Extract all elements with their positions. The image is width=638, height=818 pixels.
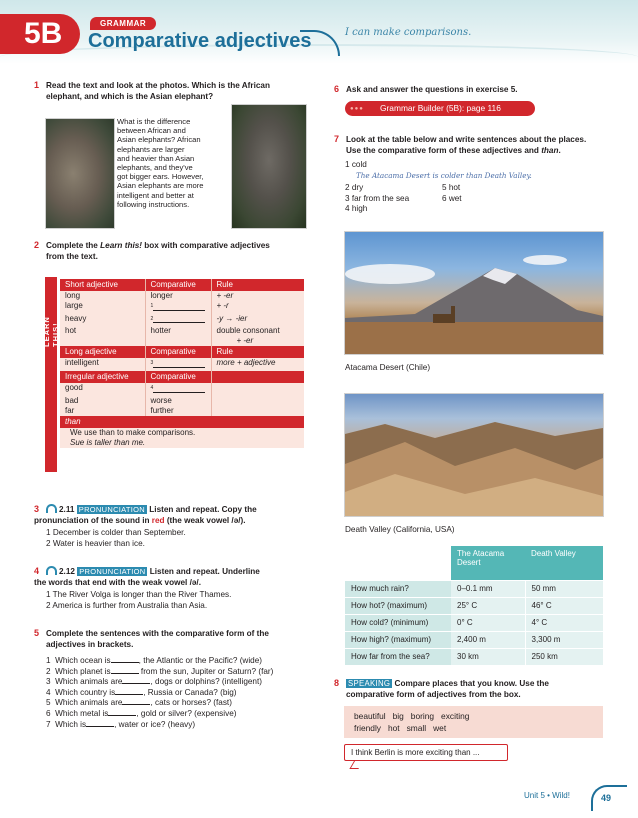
list-item: 6 Which metal is , gold or silver? (expensive)	[46, 708, 237, 718]
table-header-row: than	[60, 416, 304, 428]
grammar-tag: GRAMMAR	[90, 17, 156, 30]
answer-blank[interactable]	[153, 385, 205, 393]
answer-blank[interactable]	[153, 360, 205, 368]
headphones-icon[interactable]	[46, 504, 57, 513]
dunes-illustration	[345, 394, 603, 516]
table-row: How far from the sea? 30 km 250 km	[345, 648, 603, 665]
exercise-6-instructions: 6 Ask and answer the questions in exercise 5.	[334, 84, 518, 94]
pronunciation-tag: PRONUNCIATION	[79, 567, 146, 576]
table-row: How cold? (minimum) 0° C 4° C	[345, 614, 603, 631]
exercise-3-items	[46, 528, 186, 549]
table-row: How hot? (maximum) 25° C 46° C	[345, 597, 603, 614]
exercise-7-instructions: 7 Look at the table below and write sentences about the places. Use the comparative form of these adjectives and than.	[334, 134, 587, 155]
elephant-passage: What is the difference between African and Asian elephants? African elephants are larger and heavier than Asian elephants, and they've got bigger ears. However, Asian elephants are more intelligent and better at following instructions.	[117, 117, 204, 209]
list-item: 5 Which animals are , cats or horses? (fast)	[46, 698, 232, 708]
list-item: 1 Which ocean is , the Atlantic or the Pacific? (wide)	[46, 656, 262, 665]
volcano-illustration	[345, 232, 603, 354]
places-comparison-table	[345, 546, 603, 666]
answer-blank[interactable]	[115, 688, 143, 695]
list-item: 2 Which planet is from the sun, Jupiter or Saturn? (far)	[46, 666, 274, 676]
answer-blank[interactable]	[122, 677, 150, 684]
list-item: 1 The River Volga is longer than the River Thames.	[46, 590, 232, 599]
speaking-tag: SPEAKING	[348, 679, 391, 688]
exercise-number: 3	[34, 504, 40, 514]
grammar-builder-dots: ●●●	[350, 106, 364, 112]
death-valley-photo	[344, 393, 604, 517]
table-header-row: Short adjective Comparative Rule	[60, 279, 304, 291]
atacama-desert-photo	[344, 231, 604, 355]
instruction-text: Read the text and look at the photos. Which is the African	[46, 81, 270, 90]
audio-track: 2.12	[59, 567, 75, 576]
speech-bubble-tail	[349, 760, 363, 769]
exercise-7-items-left	[345, 183, 409, 215]
list-item: 4 Which country is , Russia or Canada? (big)	[46, 687, 237, 697]
exercise-number: 6	[334, 84, 340, 94]
grammar-builder-link[interactable]: Grammar Builder (5B): page 116	[345, 101, 535, 116]
answer-blank[interactable]	[153, 303, 205, 311]
exercise-5-items	[46, 656, 316, 730]
learn-this-sidebar	[45, 277, 57, 472]
exercise-3-instructions: 3 2.11 PRONUNCIATION Listen and repeat. Copy the pronunciation of the sound in red (the weak vowel /ə/).	[34, 504, 257, 525]
exercise-5-instructions: 5 Complete the sentences with the comparative form of the adjectives in brackets.	[34, 628, 269, 649]
lesson-title: Comparative adjectives	[88, 30, 312, 52]
table-row: How much rain? 0–0.1 mm 50 mm	[345, 580, 603, 597]
exercise-7-item-1: 1 cold	[345, 160, 367, 169]
unit-badge: 5B	[0, 14, 80, 54]
table-row: How high? (maximum) 2,400 m 3,300 m	[345, 631, 603, 648]
list-item: 2 Water is heavier than ice.	[46, 538, 145, 548]
exercise-4-instructions: 4 2.12 PRONUNCIATION Listen and repeat. Underline the words that end with the weak vowel /ə/.	[34, 566, 260, 587]
exercise-number: 1	[34, 80, 40, 90]
pronunciation-tag: PRONUNCIATION	[78, 505, 146, 514]
list-item: 1 December is colder than September.	[46, 528, 186, 537]
audio-track: 2.11	[59, 505, 75, 514]
table-row: We use than to make comparisons.	[60, 428, 304, 438]
exercise-number: 2	[34, 240, 40, 250]
handwritten-example: The Atacama Desert is colder than Death Valley.	[356, 171, 532, 180]
answer-blank[interactable]	[86, 720, 114, 727]
atacama-caption: Atacama Desert (Chile)	[345, 363, 431, 372]
list-item: 2 America is further from Australia than Asia.	[46, 600, 208, 610]
list-item: 4 high	[345, 204, 368, 214]
headphones-icon[interactable]	[46, 566, 57, 575]
answer-blank[interactable]	[153, 315, 205, 323]
list-item: 6 wet	[442, 193, 462, 203]
table-row: heavy $^2$ -y → -ier	[60, 314, 304, 327]
table-header-row: The Atacama Desert Death Valley	[345, 546, 603, 580]
table-header-row: Irregular adjective Comparative	[60, 371, 304, 383]
speech-bubble: I think Berlin is more exciting than ...	[344, 744, 508, 761]
answer-blank[interactable]	[108, 709, 136, 716]
exercise-number: 5	[34, 628, 40, 638]
adjectives-box: beautiful big boring exciting friendly hot small wet	[344, 706, 603, 738]
table-row: long longer + -er	[60, 291, 304, 301]
exercise-1-instructions	[34, 80, 304, 102]
african-elephant-photo	[45, 118, 115, 229]
table-row: intelligent $^3$ more + adjective	[60, 358, 304, 371]
exercise-7-items-right	[442, 183, 462, 204]
answer-blank[interactable]	[111, 656, 139, 663]
exercise-number: 7	[334, 134, 340, 144]
list-item: 2 dry	[345, 183, 364, 192]
list-item: 3 far from the sea	[345, 193, 410, 203]
exercise-4-items	[46, 590, 231, 611]
table-row: good $^4$	[60, 383, 304, 396]
footer-unit: Unit 5 • Wild!	[524, 791, 570, 800]
exercise-number: 8	[334, 678, 340, 688]
lesson-subtitle: I can make comparisons.	[345, 27, 472, 38]
asian-elephant-photo	[231, 104, 307, 229]
table-row: far further	[60, 406, 304, 416]
instruction-text: elephant, and which is the Asian elephant?	[46, 91, 214, 101]
learn-this-table	[60, 279, 304, 448]
table-row: bad worse	[60, 396, 304, 406]
death-valley-caption: Death Valley (California, USA)	[345, 525, 455, 534]
exercise-8-instructions: 8 SPEAKING Compare places that you know. Use the comparative form of adjectives from the box.	[334, 678, 549, 699]
learn-this-label: LEARN THIS!	[42, 316, 60, 347]
table-row: Sue is taller than me.	[60, 438, 304, 448]
table-row: large $^1$ + -r	[60, 301, 304, 314]
answer-blank[interactable]	[122, 698, 150, 705]
list-item: 5 hot	[442, 183, 461, 192]
exercise-number: 4	[34, 566, 40, 576]
exercise-2-instructions: 2 Complete the Learn this! box with comparative adjectives from the text.	[34, 240, 270, 261]
page-number: 49	[591, 785, 627, 811]
list-item: 3 Which animals are , dogs or dolphins? (intelligent)	[46, 677, 262, 687]
table-row: hot hotter double consonant + -er	[60, 326, 304, 346]
list-item: 7 Which is , water or ice? (heavy)	[46, 719, 196, 729]
answer-blank[interactable]	[111, 667, 139, 674]
table-header-row: Long adjective Comparative Rule	[60, 346, 304, 358]
